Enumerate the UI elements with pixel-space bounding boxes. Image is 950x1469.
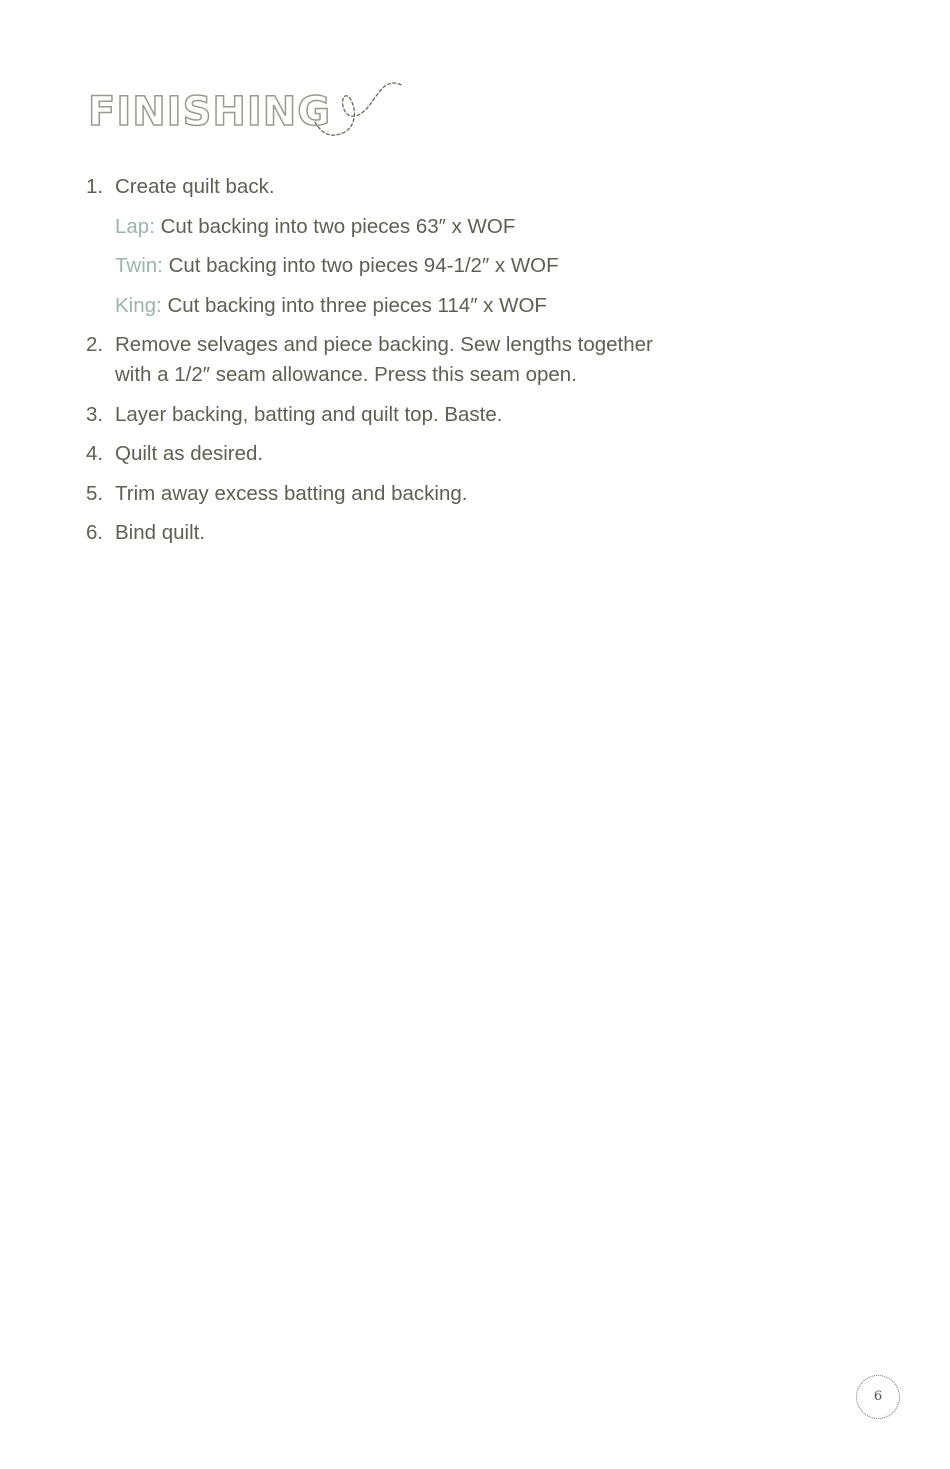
step-5 [86,479,786,509]
step-number: 4. [86,442,104,465]
size-label-king: King: [115,293,162,317]
size-text-twin: Cut backing into two pieces 94-1/2″ x WOF [168,254,559,277]
step-number: 3. [86,402,104,426]
step-6 [86,518,786,548]
step-number: 5. [86,481,104,505]
step-text: Create quilt back. [115,175,275,198]
step-2 [86,330,786,390]
step-text-line-1: Remove selvages and piece backing. Sew lengths together [115,333,653,356]
step-text-line-2: with a 1/2″ seam allowance. Press this seam open. [115,363,577,386]
step-number: 1. [86,175,104,198]
step-number: 6. [86,521,104,544]
size-label-twin: Twin: [115,254,163,277]
size-instruction-king [115,291,786,321]
step-1 [86,172,786,321]
step-text: Layer backing, batting and quilt top. Baste. [115,402,503,426]
step-text: Quilt as desired. [115,442,264,465]
step-text: Trim away excess batting and backing. [115,481,468,505]
size-instruction-twin [115,251,786,281]
page-number-badge: 6 [856,1375,900,1419]
dashed-thread-squiggle-icon [313,78,408,144]
step-text: Bind quilt. [115,521,206,544]
size-text-lap: Cut backing into two pieces 63″ x WOF [160,214,516,238]
heading-block [88,78,408,144]
step-3 [86,400,786,430]
size-label-lap: Lap: [115,214,155,238]
size-instruction-lap [115,212,786,242]
step-4 [86,439,786,469]
page-title: FINISHING [88,89,332,135]
size-text-king: Cut backing into three pieces 114″ x WOF [167,293,547,317]
finishing-steps-list [86,172,786,558]
step-number: 2. [86,333,104,356]
